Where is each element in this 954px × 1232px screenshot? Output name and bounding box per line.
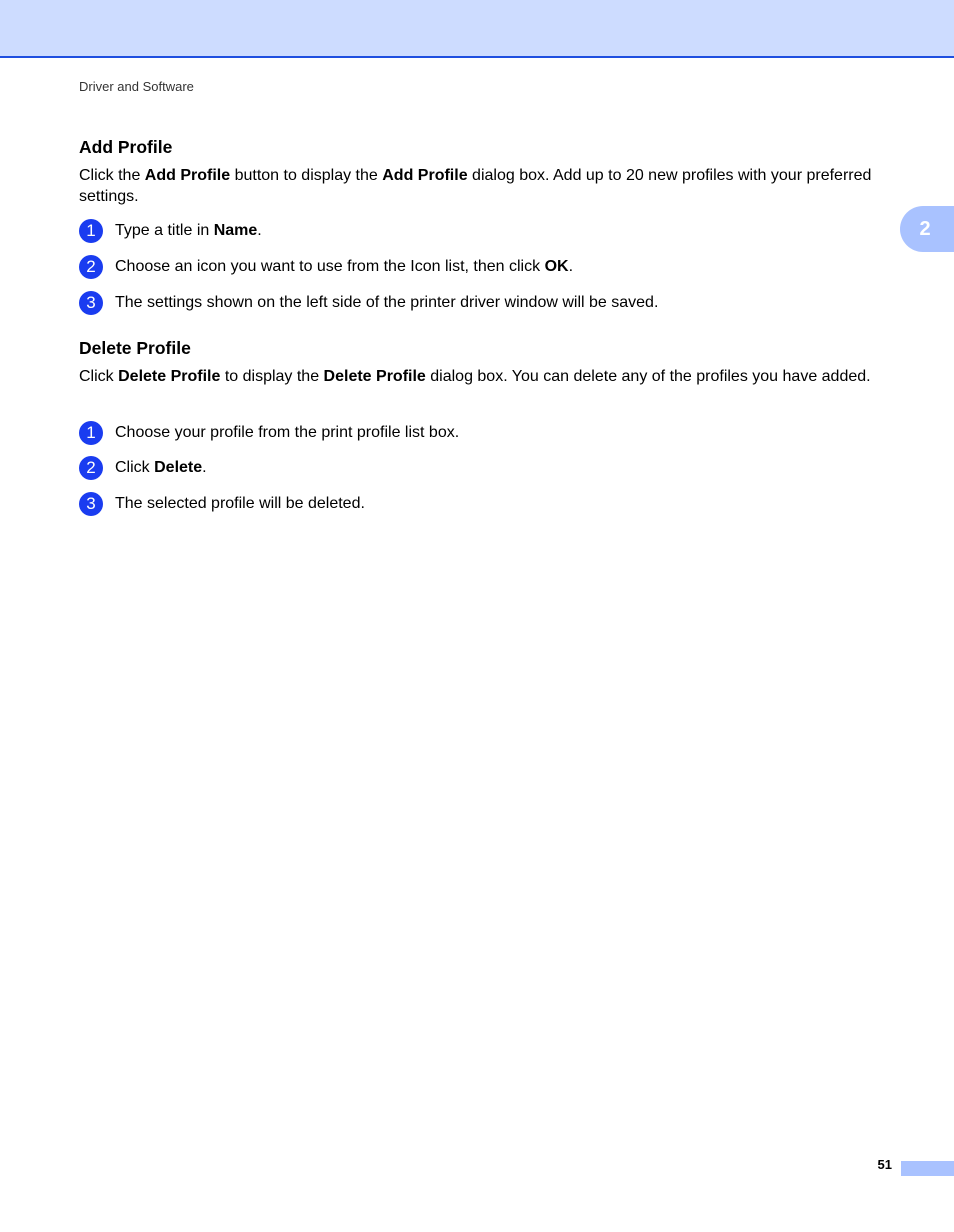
add-profile-heading: Add Profile [79,137,173,157]
step-number-icon: 2 [79,456,103,480]
delete-profile-step-2 [79,456,207,480]
step-number-icon: 1 [79,219,103,243]
step-text: Choose an icon you want to use from the Icon list, then click OK. [115,258,574,275]
page-number: 51 [877,1157,892,1172]
step-number-icon: 3 [79,492,103,516]
delete-profile-heading: Delete Profile [79,338,191,358]
add-profile-step-2 [79,255,573,279]
delete-profile-intro: Click Delete Profile to display the Delete Profile dialog box. You can delete any of the profiles you have added. [79,368,871,385]
delete-profile-step-1 [79,421,459,445]
step-number-icon: 3 [79,291,103,315]
step-text: The settings shown on the left side of the printer driver window will be saved. [115,294,659,311]
step-text: The selected profile will be deleted. [115,495,365,512]
step-number-icon: 2 [79,255,103,279]
top-header-band [0,0,954,58]
footer-bar [901,1161,954,1176]
chapter-tab: 2 [900,206,954,252]
running-header: Driver and Software [79,79,194,94]
step-number-icon: 1 [79,421,103,445]
step-text: Choose your profile from the print profile list box. [115,424,460,441]
step-text: Type a title in Name. [115,222,262,239]
add-profile-step-1 [79,219,262,243]
add-profile-intro: Click the Add Profile button to display the Add Profile dialog box. Add up to 20 new profiles with your preferred settings. [79,167,872,205]
delete-profile-step-3 [79,492,365,516]
add-profile-step-3 [79,291,658,315]
step-text: Click Delete. [115,459,207,476]
